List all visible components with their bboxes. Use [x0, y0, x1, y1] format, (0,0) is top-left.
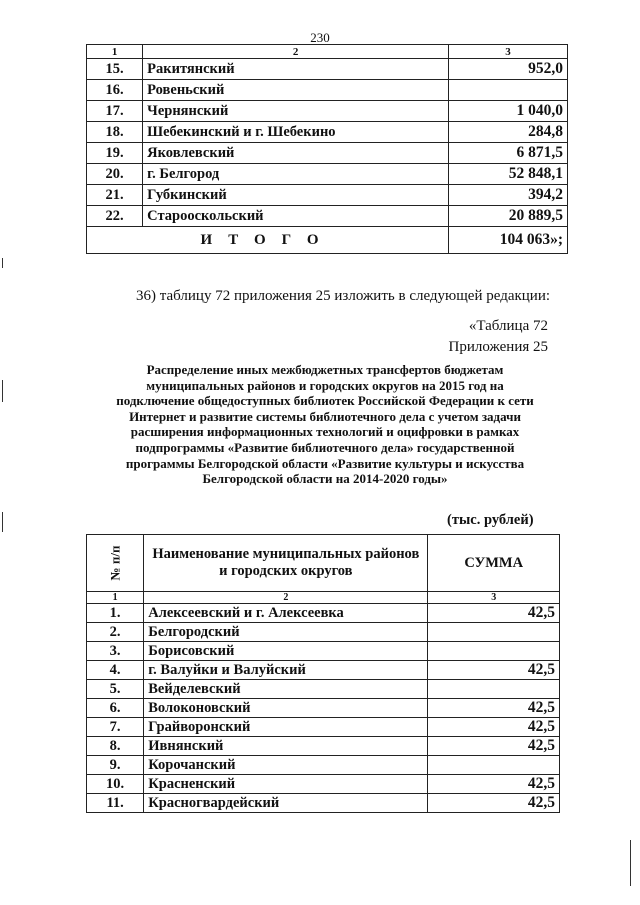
- title-line: муниципальных районов и городских округов на 2015 год на: [146, 377, 504, 393]
- table-column-numbers: [87, 592, 560, 604]
- row-number: 10.: [87, 775, 144, 794]
- row-number: 5.: [87, 680, 144, 699]
- district-name: г. Белгород: [143, 164, 449, 185]
- amount: 6 871,5: [449, 143, 568, 164]
- table-row: [87, 623, 560, 642]
- title-line: Белгородской области на 2014-2020 годы»: [202, 471, 448, 487]
- district-name: Чернянский: [143, 101, 449, 122]
- column-number: 3: [428, 592, 560, 604]
- district-name: Борисовский: [144, 642, 428, 661]
- page-number: 230: [310, 30, 330, 45]
- row-number: 15.: [87, 59, 143, 80]
- amount: 42,5: [428, 661, 560, 680]
- column-number: 2: [143, 45, 449, 59]
- table-row: [87, 59, 568, 80]
- row-number: 7.: [87, 718, 144, 737]
- row-number: 22.: [87, 206, 143, 227]
- header-number: [87, 535, 144, 592]
- row-number: 1.: [87, 604, 144, 623]
- district-name: Грайворонский: [144, 718, 428, 737]
- amount: 952,0: [449, 59, 568, 80]
- district-name: Корочанский: [144, 756, 428, 775]
- instruction-text: 36) таблицу 72 приложения 25 изложить в следующей редакции:: [136, 288, 551, 304]
- scan-edge-mark: [2, 512, 3, 532]
- header-name-line: Наименование муниципальных районов: [152, 546, 420, 562]
- amount: [428, 680, 560, 699]
- table-row: [87, 699, 560, 718]
- row-number: 19.: [87, 143, 143, 164]
- header-number-label: № п/п: [107, 545, 123, 580]
- district-name: Губкинский: [143, 185, 449, 206]
- district-name: Старооскольский: [143, 206, 449, 227]
- table-row: [87, 101, 568, 122]
- district-name: Волоконовский: [144, 699, 428, 718]
- row-number: 3.: [87, 642, 144, 661]
- amount: 42,5: [428, 718, 560, 737]
- district-name: Яковлевский: [143, 143, 449, 164]
- row-number: 8.: [87, 737, 144, 756]
- amount: 1 040,0: [449, 101, 568, 122]
- row-number: 2.: [87, 623, 144, 642]
- scan-edge-mark: [630, 840, 631, 886]
- row-number: 6.: [87, 699, 144, 718]
- table-header: [87, 535, 560, 592]
- district-name: Вейделевский: [144, 680, 428, 699]
- amount: [428, 756, 560, 775]
- amount: 42,5: [428, 794, 560, 813]
- row-number: 11.: [87, 794, 144, 813]
- title-line: расширения информационных технологий и оцифровки в рамках: [130, 424, 520, 440]
- table-row: [87, 680, 560, 699]
- header-name-line: и городских округов: [219, 563, 353, 579]
- table-row: [87, 756, 560, 775]
- table-column-numbers: [87, 45, 568, 59]
- district-name: Шебекинский и г. Шебекино: [143, 122, 449, 143]
- title-line: Интернет и развитие системы библиотечного дела с учетом задачи: [129, 408, 521, 424]
- district-name: Ровеньский: [143, 80, 449, 101]
- district-name: Белгородский: [144, 623, 428, 642]
- total-label: ИТОГО: [87, 227, 449, 254]
- table-row: [87, 164, 568, 185]
- table-row: [87, 604, 560, 623]
- document-title: [82, 362, 568, 487]
- amount: 42,5: [428, 699, 560, 718]
- table-row: [87, 642, 560, 661]
- amount: 42,5: [428, 737, 560, 756]
- amount: 52 848,1: [449, 164, 568, 185]
- amount: 394,2: [449, 185, 568, 206]
- row-number: 20.: [87, 164, 143, 185]
- row-number: 18.: [87, 122, 143, 143]
- table-row: [87, 794, 560, 813]
- title-line: подключение общедоступных библиотек Российской Федерации к сети: [116, 393, 534, 409]
- amount: 284,8: [449, 122, 568, 143]
- column-number: 1: [87, 592, 144, 604]
- amount: [449, 80, 568, 101]
- distribution-table: [86, 534, 560, 813]
- amount: [428, 642, 560, 661]
- row-number: 4.: [87, 661, 144, 680]
- amount: 20 889,5: [449, 206, 568, 227]
- units-label: (тыс. рублей): [447, 512, 534, 528]
- column-number: 1: [87, 45, 143, 59]
- scan-edge-mark: [2, 258, 3, 268]
- district-name: Ракитянский: [143, 59, 449, 80]
- district-name: Красненский: [144, 775, 428, 794]
- amount: [428, 623, 560, 642]
- table-row: [87, 718, 560, 737]
- amount: 42,5: [428, 775, 560, 794]
- table-row: [87, 661, 560, 680]
- header-sum: СУММА: [428, 535, 560, 592]
- top-table: [86, 44, 568, 254]
- row-number: 9.: [87, 756, 144, 775]
- column-number: 2: [144, 592, 428, 604]
- table-row: [87, 775, 560, 794]
- header-name: [144, 535, 428, 592]
- total-amount: 104 063»;: [449, 227, 568, 254]
- table-row: [87, 185, 568, 206]
- total-row: [87, 227, 568, 254]
- title-line: подпрограммы «Развитие библиотечного дела» государственной: [135, 439, 515, 455]
- scan-edge-mark: [2, 380, 3, 402]
- district-name: Ивнянский: [144, 737, 428, 756]
- title-line: Распределение иных межбюджетных трансфертов бюджетам: [146, 362, 504, 377]
- table-row: [87, 122, 568, 143]
- district-name: Красногвардейский: [144, 794, 428, 813]
- table-row: [87, 737, 560, 756]
- table-row: [87, 206, 568, 227]
- table-reference: [440, 316, 548, 358]
- table-reference-line: «Таблица 72: [468, 318, 548, 334]
- district-name: Алексеевский и г. Алексеевка: [144, 604, 428, 623]
- table-row: [87, 143, 568, 164]
- table-reference-line: Приложения 25: [448, 339, 548, 355]
- table-row: [87, 80, 568, 101]
- amount: 42,5: [428, 604, 560, 623]
- column-number: 3: [449, 45, 568, 59]
- district-name: г. Валуйки и Валуйский: [144, 661, 428, 680]
- row-number: 17.: [87, 101, 143, 122]
- title-line: программы Белгородской области «Развитие культуры и искусства: [125, 455, 525, 471]
- row-number: 16.: [87, 80, 143, 101]
- row-number: 21.: [87, 185, 143, 206]
